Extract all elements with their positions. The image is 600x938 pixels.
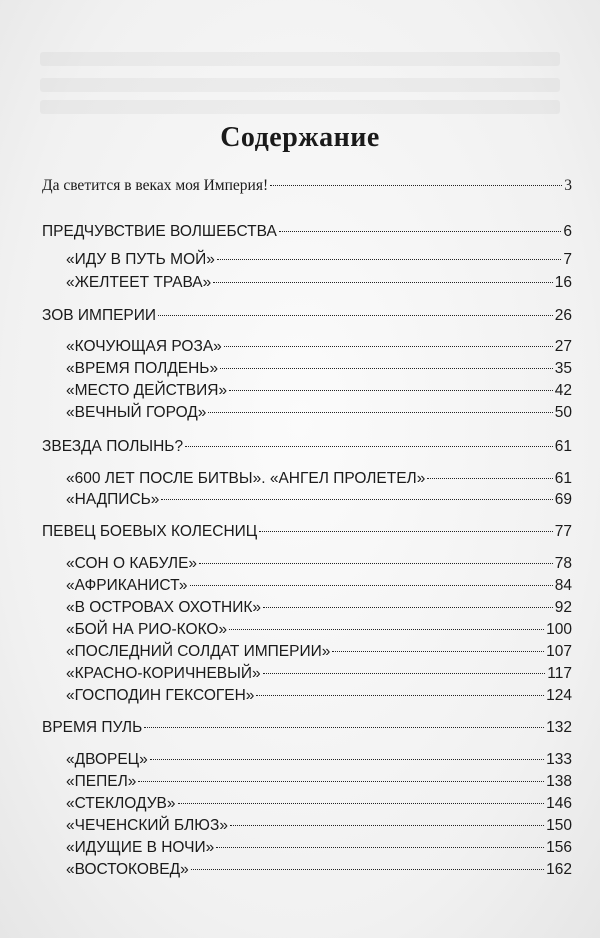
toc-entry-page: 61 bbox=[554, 438, 572, 455]
toc-section bbox=[42, 718, 572, 738]
toc-entry-title: «СОН О КАБУЛЕ» bbox=[66, 555, 198, 572]
toc-entry-page: 117 bbox=[547, 665, 572, 682]
toc-entry-page: 92 bbox=[554, 599, 572, 616]
toc-entry bbox=[66, 381, 572, 401]
dot-leader bbox=[263, 673, 546, 674]
toc-entry bbox=[66, 554, 572, 574]
toc-entry-page: 107 bbox=[546, 643, 572, 660]
toc-entry-title: «ВОСТОКОВЕД» bbox=[66, 861, 189, 878]
toc-entry-title: «ПЕПЕЛ» bbox=[66, 773, 137, 790]
toc-entry bbox=[66, 860, 572, 880]
toc-entry-title: «ИДУЩИЕ В НОЧИ» bbox=[66, 839, 215, 856]
toc-entry-title: «ИДУ В ПУТЬ МОЙ» bbox=[66, 251, 215, 268]
dot-leader bbox=[190, 585, 553, 586]
toc-entry bbox=[42, 176, 572, 196]
toc-entry-title: «600 ЛЕТ ПОСЛЕ БИТВЫ». «АНГЕЛ ПРОЛЕТЕЛ» bbox=[66, 470, 426, 487]
toc-entry-page: 133 bbox=[546, 751, 572, 768]
toc-entry-page: 77 bbox=[554, 523, 572, 540]
toc-entry bbox=[66, 838, 572, 858]
toc-entry-title: ВРЕМЯ ПУЛЬ bbox=[42, 719, 143, 736]
dot-leader bbox=[332, 651, 544, 652]
dot-leader bbox=[199, 563, 553, 564]
dot-leader bbox=[270, 185, 562, 186]
toc-entry-page: 26 bbox=[554, 307, 572, 324]
toc-section bbox=[42, 222, 572, 242]
toc-entry bbox=[66, 273, 572, 293]
toc-entry bbox=[66, 576, 572, 596]
toc-entry bbox=[66, 664, 572, 684]
toc-entry-title: «ПОСЛЕДНИЙ СОЛДАТ ИМПЕРИИ» bbox=[66, 643, 331, 660]
toc-entry-page: 50 bbox=[554, 404, 572, 421]
toc-section bbox=[42, 306, 572, 326]
toc-entry-page: 132 bbox=[546, 719, 572, 736]
toc-entry-title: «ВЕЧНЫЙ ГОРОД» bbox=[66, 404, 207, 421]
toc-entry-title: ЗОВ ИМПЕРИИ bbox=[42, 307, 157, 324]
toc-entry-page: 100 bbox=[546, 621, 572, 638]
toc-entry-page: 150 bbox=[546, 817, 572, 834]
dot-leader bbox=[150, 759, 544, 760]
toc-entry-title: «ЖЕЛТЕЕТ ТРАВА» bbox=[66, 274, 212, 291]
toc-entry-title: ПРЕДЧУВСТВИЕ ВОЛШЕБСТВА bbox=[42, 223, 277, 240]
dot-leader bbox=[158, 315, 553, 316]
toc-entry bbox=[66, 750, 572, 770]
dot-leader bbox=[259, 531, 552, 532]
toc-entry bbox=[66, 598, 572, 618]
toc-entry-page: 124 bbox=[546, 687, 572, 704]
toc-section bbox=[42, 437, 572, 457]
toc-entry bbox=[66, 337, 572, 357]
dot-leader bbox=[229, 390, 553, 391]
toc-entry-title: «КРАСНО-КОРИЧНЕВЫЙ» bbox=[66, 665, 261, 682]
toc-entry-page: 84 bbox=[554, 577, 572, 594]
dot-leader bbox=[161, 499, 552, 500]
toc-entry-page: 162 bbox=[546, 861, 572, 878]
toc-entry-title: «КОЧУЮЩАЯ РОЗА» bbox=[66, 338, 222, 355]
toc-entry-title: «СТЕКЛОДУВ» bbox=[66, 795, 176, 812]
toc-entry-page: 69 bbox=[554, 491, 572, 508]
toc-entry-title: «БОЙ НА РИО-КОКО» bbox=[66, 621, 228, 638]
dot-leader bbox=[229, 629, 544, 630]
toc-entry-page: 7 bbox=[563, 251, 572, 268]
dot-leader bbox=[220, 368, 553, 369]
toc-entry-page: 138 bbox=[546, 773, 572, 790]
toc-entry-page: 3 bbox=[564, 177, 572, 194]
toc-entry-page: 27 bbox=[554, 338, 572, 355]
toc-entry-page: 42 bbox=[554, 382, 572, 399]
dot-leader bbox=[144, 727, 544, 728]
toc-entry-title: «ДВОРЕЦ» bbox=[66, 751, 148, 768]
dot-leader bbox=[138, 781, 544, 782]
toc-entry bbox=[66, 403, 572, 423]
dot-leader bbox=[213, 282, 552, 283]
dot-leader bbox=[279, 231, 562, 232]
dot-leader bbox=[185, 446, 553, 447]
toc-entry-title: «ВРЕМЯ ПОЛДЕНЬ» bbox=[66, 360, 219, 377]
toc-entry bbox=[66, 794, 572, 814]
dot-leader bbox=[230, 825, 544, 826]
toc-entry-page: 16 bbox=[554, 274, 572, 291]
dot-leader bbox=[191, 869, 544, 870]
dot-leader bbox=[224, 346, 553, 347]
toc-entry-title: «ГОСПОДИН ГЕКСОГЕН» bbox=[66, 687, 255, 704]
page-title: Содержание bbox=[220, 122, 380, 153]
toc-entry-title: Да светится в веках моя Империя! bbox=[42, 177, 269, 194]
toc-entry-title: «АФРИКАНИСТ» bbox=[66, 577, 188, 594]
toc-entry-title: «МЕСТО ДЕЙСТВИЯ» bbox=[66, 382, 228, 399]
toc-entry-page: 78 bbox=[554, 555, 572, 572]
toc-entry bbox=[66, 642, 572, 662]
toc-entry bbox=[66, 620, 572, 640]
dot-leader bbox=[427, 478, 552, 479]
toc-entry-title: «НАДПИСЬ» bbox=[66, 491, 160, 508]
toc-entry bbox=[66, 686, 572, 706]
dot-leader bbox=[263, 607, 553, 608]
toc-entry-title: «ЧЕЧЕНСКИЙ БЛЮЗ» bbox=[66, 817, 228, 834]
toc-entry-title: «В ОСТРОВАХ ОХОТНИК» bbox=[66, 599, 262, 616]
toc-entry bbox=[66, 772, 572, 792]
toc-entry-title: ЗВЕЗДА ПОЛЫНЬ? bbox=[42, 438, 184, 455]
dot-leader bbox=[216, 847, 544, 848]
toc-entry-page: 6 bbox=[563, 223, 572, 240]
toc-entry bbox=[66, 816, 572, 836]
toc-entry-page: 61 bbox=[554, 470, 572, 487]
toc-entry-page: 156 bbox=[546, 839, 572, 856]
toc-entry bbox=[66, 359, 572, 379]
dot-leader bbox=[256, 695, 544, 696]
toc-entry bbox=[66, 490, 572, 510]
dot-leader bbox=[217, 259, 561, 260]
toc-entry-page: 35 bbox=[554, 360, 572, 377]
toc-entry-title: ПЕВЕЦ БОЕВЫХ КОЛЕСНИЦ bbox=[42, 523, 258, 540]
toc-section bbox=[42, 522, 572, 542]
dot-leader bbox=[178, 803, 545, 804]
toc-entry bbox=[66, 250, 572, 270]
dot-leader bbox=[208, 412, 552, 413]
toc-entry bbox=[66, 469, 572, 489]
toc-entry-page: 146 bbox=[546, 795, 572, 812]
